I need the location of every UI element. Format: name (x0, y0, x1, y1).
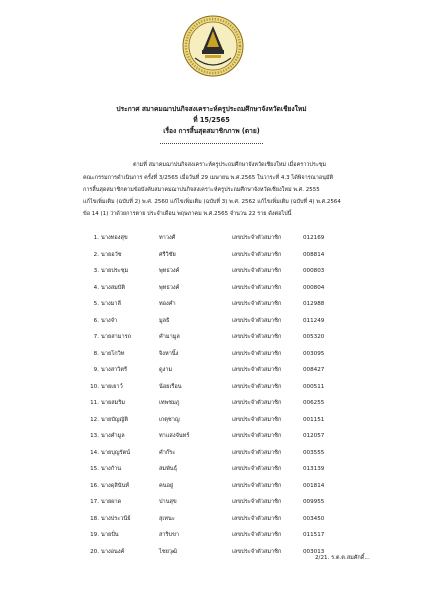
member-id-label: เลขประจำตัวสมาชิก (232, 449, 282, 456)
member-id: 000511 (303, 383, 325, 390)
list-item (0, 513, 423, 525)
list-item (0, 282, 423, 294)
list-item (0, 232, 423, 244)
member-id: 012057 (303, 433, 325, 439)
member-id-label: เลขประจำตัวสมาชิก (232, 367, 282, 373)
member-last-name: ทาวงศ์ (159, 235, 176, 241)
member-first-name: นายเยาว์ (101, 383, 123, 390)
member-number: 13. (90, 433, 99, 439)
member-id-label: เลขประจำตัวสมาชิก (232, 433, 282, 439)
member-number: 19. (90, 532, 99, 538)
member-first-name: นางสาวิตรี (101, 367, 128, 373)
list-item (0, 364, 423, 376)
member-last-name: พุทธวงค์ (159, 268, 180, 274)
member-first-name: นายสามารถ (101, 334, 132, 340)
member-number: 12. (90, 416, 99, 423)
member-id: 012169 (303, 235, 325, 241)
member-first-name: นางกัาน (101, 466, 122, 472)
member-id-label: เลขประจำตัวสมาชิก (232, 301, 282, 307)
list-item (0, 249, 423, 261)
member-number: 17. (90, 499, 99, 505)
list-item (0, 315, 423, 327)
member-id: 009955 (303, 499, 325, 505)
member-number: 20. (90, 548, 99, 555)
member-id-label: เลขประจำตัวสมาชิก (232, 400, 282, 406)
member-number: 2. (93, 251, 99, 258)
member-id-label: เลขประจำตัวสมาชิก (232, 383, 282, 390)
list-item (0, 447, 423, 459)
list-item (0, 331, 423, 343)
announcement-number: ที่ 15/2565 (193, 116, 230, 124)
member-id-label: เลขประจำตัวสมาชิก (232, 515, 282, 522)
member-number: 10. (90, 383, 99, 390)
member-id: 000803 (303, 268, 325, 274)
member-first-name: นางประวนีย์ (101, 515, 131, 522)
member-id: 008427 (303, 367, 325, 373)
member-id-label: เลขประจำตัวสมาชิก (232, 251, 282, 258)
list-item (0, 496, 423, 508)
member-id: 003450 (303, 515, 325, 522)
member-id: 011517 (303, 532, 325, 538)
member-number: 4. (93, 284, 99, 291)
member-number: 6. (93, 317, 99, 324)
list-item (0, 348, 423, 360)
page-continuation: 2/21. ร.ต.ต.สมศักดิ์... (315, 555, 370, 561)
member-last-name: ไชยวุฒิ (159, 548, 178, 555)
member-last-name: คนอยู่ (159, 482, 174, 489)
member-first-name: นายผาด (101, 499, 122, 505)
list-item (0, 397, 423, 409)
body-paragraph-line: ข้อ 14 (1) ว่าด้วยการตาย ประจำเดือน พฤษภาคม พ.ศ.2565 จำนวน 22 ราย ดังต่อไปนี้ (83, 211, 292, 217)
member-id: 011249 (303, 317, 325, 324)
member-first-name: นายบุญรัตน์ (101, 449, 131, 456)
member-first-name: นายประชุม (101, 268, 129, 274)
member-first-name: นางดุสินันท์ (101, 482, 130, 489)
member-number: 15. (90, 466, 99, 472)
member-id-label: เลขประจำตัวสมาชิก (232, 482, 282, 489)
body-paragraph-line: ตามที่ สมาคมฌาปนกิจสงเคราะห์ครูประถมศึกษาจังหวัดเชียงใหม่ เมื่อคราวประชุม (133, 162, 327, 168)
member-number: 9. (93, 367, 99, 373)
member-id-label: เลขประจำตัวสมาชิก (232, 284, 282, 291)
member-number: 18. (90, 515, 99, 522)
member-number: 7. (93, 334, 99, 340)
member-last-name: ศรีวิชัย (159, 251, 176, 258)
dotted-divider (160, 143, 263, 144)
member-id: 001814 (303, 482, 325, 489)
member-id: 000804 (303, 284, 325, 291)
member-number: 14. (90, 449, 99, 456)
member-last-name: คำมามูล (159, 334, 180, 340)
member-first-name: นางจำ (101, 317, 118, 324)
body-paragraph-line: แก้ไขเพิ่มเติม (ฉบับที่ 2) พ.ศ. 2560 แก้ไขเพิ่มเติม (ฉบับที่ 3) พ.ศ. 2562 แก้ไขเพิ่มเติม (ฉบับที่ 4) พ.ศ.2564 (83, 199, 341, 205)
member-last-name: สมพันธุ์ (159, 466, 178, 472)
member-last-name: มูลธิ (159, 317, 170, 324)
announcement-title: ประกาศ สมาคมฌาปนกิจสงเคราะห์ครูประถมศึกษาจังหวัดเชียงใหม่ (116, 105, 307, 113)
member-number: 11. (90, 400, 99, 406)
member-first-name: นายปั่น (101, 532, 119, 538)
member-id: 013139 (303, 466, 325, 472)
member-id: 005320 (303, 334, 325, 340)
member-id-label: เลขประจำตัวสมาชิก (232, 548, 282, 555)
body-paragraph-line: การสิ้นสุดสมาชิกตามข้อบังคับสมาคมฌาปนกิจสงเคราะห์ครูประถมศึกษาจังหวัดเชียงใหม่ พ.ศ. 2555 (83, 187, 320, 193)
body-paragraph-line: คณะกรรมการดำเนินการ ครั้งที่ 3/2565 เมื่อวันที่ 29 เมษายน พ.ศ.2565 ในวาระที่ 4.3 ได้พิจารณาอนุมัติ (83, 175, 334, 181)
member-id-label: เลขประจำตัวสมาชิก (232, 532, 282, 538)
member-last-name: คำก๊ระ (159, 449, 176, 456)
member-last-name: สุเทนะ (159, 515, 175, 522)
member-first-name: นายอวัช (101, 251, 122, 258)
member-first-name: นางคำมูล (101, 433, 125, 439)
member-last-name: พุทธวงค์ (159, 284, 180, 291)
list-item (0, 529, 423, 541)
member-id-label: เลขประจำตัวสมาชิก (232, 317, 282, 324)
list-item (0, 381, 423, 393)
member-first-name: นางสมบัติ (101, 284, 125, 291)
member-number: 8. (93, 350, 99, 357)
member-last-name: ดูงาม (159, 367, 173, 373)
member-number: 3. (93, 268, 99, 274)
list-item (0, 298, 423, 310)
member-first-name: นายโกวิท (101, 350, 125, 357)
member-id: 012988 (303, 301, 325, 307)
member-last-name: สาริบขา (159, 532, 180, 538)
member-id: 008814 (303, 251, 325, 258)
member-id-label: เลขประจำตัวสมาชิก (232, 268, 282, 274)
member-first-name: นางทองสุข (101, 235, 128, 241)
member-id-label: เลขประจำตัวสมาชิก (232, 334, 282, 340)
association-seal-icon (181, 14, 245, 78)
member-id: 003013 (303, 548, 325, 555)
member-first-name: นางมาลี (101, 301, 121, 307)
member-last-name: เกตุชาญ (159, 416, 180, 423)
member-id-label: เลขประจำตัวสมาชิก (232, 466, 282, 472)
member-last-name: ทองคำ (159, 301, 176, 307)
member-last-name: ปานสุข (159, 499, 177, 505)
list-item (0, 414, 423, 426)
member-last-name: น้อยเรือน (159, 383, 182, 390)
list-item (0, 265, 423, 277)
member-last-name: ทาแสงจันทร์ (159, 433, 190, 439)
member-id: 001151 (303, 416, 325, 423)
member-last-name: จิงหานิ้ง (159, 350, 179, 357)
list-item (0, 463, 423, 475)
member-id-label: เลขประจำตัวสมาชิก (232, 350, 282, 357)
member-first-name: นางอนงค์ (101, 548, 125, 555)
member-number: 1. (93, 235, 99, 241)
member-id: 003095 (303, 350, 325, 357)
member-id-label: เลขประจำตัวสมาชิก (232, 499, 282, 505)
member-last-name: เทพชมภู (159, 400, 180, 406)
announcement-subject: เรื่อง การสิ้นสุดสมาชิกภาพ (ตาย) (163, 127, 260, 135)
member-number: 16. (90, 482, 99, 489)
list-item (0, 480, 423, 492)
member-id: 006255 (303, 400, 325, 406)
member-number: 5. (93, 301, 99, 307)
member-id-label: เลขประจำตัวสมาชิก (232, 235, 282, 241)
member-id-label: เลขประจำตัวสมาชิก (232, 416, 282, 423)
member-first-name: นายสมริม (101, 400, 126, 406)
list-item (0, 430, 423, 442)
member-first-name: นายบัญญัติ (101, 416, 128, 423)
member-id: 003555 (303, 449, 325, 456)
